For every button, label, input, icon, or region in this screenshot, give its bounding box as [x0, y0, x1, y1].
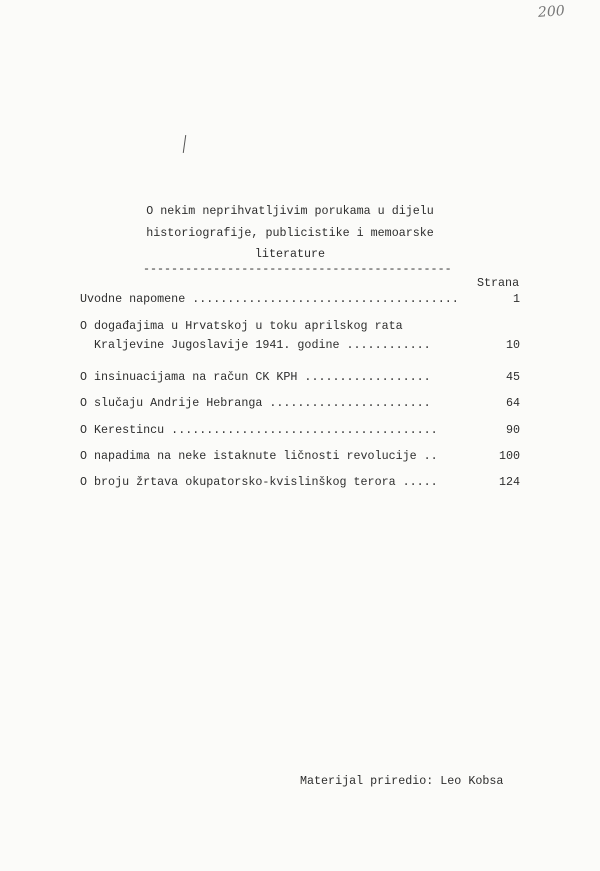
toc-entry-cont: Kraljevine Jugoslavije 1941. godine ............ [80, 338, 431, 352]
toc-page: 64 [505, 396, 520, 410]
title-line-2: historiografije, publicistike i memoarske [146, 226, 434, 240]
title-line-3: literature [254, 247, 326, 261]
toc-page: 90 [505, 423, 520, 437]
handwritten-page-number: 200 [537, 3, 566, 21]
toc-page: 45 [505, 370, 520, 384]
title-line-1: O nekim neprihvatljivim porukama u dijelu [146, 204, 434, 218]
toc-page: 10 [505, 338, 520, 352]
toc-entry: O insinuacijama na račun CK KPH .................. [80, 370, 431, 384]
prepared-by: Materijal priredio: Leo Kobsa [300, 774, 504, 788]
pen-mark [183, 135, 186, 153]
toc-entry: O broju žrtava okupatorsko-kvislinškog terora ..... [80, 475, 438, 489]
toc-entry: O događajima u Hrvatskoj u toku aprilskog rata [80, 319, 403, 333]
toc-column-header: Strana [477, 276, 520, 290]
toc-entry: O Kerestincu ...................................... [80, 423, 438, 437]
toc-entry: O napadima na neke istaknute ličnosti revolucije .. [80, 449, 438, 463]
toc-entry: Uvodne napomene ...................................... [80, 292, 459, 306]
toc-page: 100 [498, 449, 520, 463]
toc-page: 124 [498, 475, 520, 489]
title-rule: -------------------------------------------- [143, 262, 452, 276]
toc-entry: O slučaju Andrije Hebranga ....................... [80, 396, 431, 410]
toc-page: 1 [512, 292, 520, 306]
